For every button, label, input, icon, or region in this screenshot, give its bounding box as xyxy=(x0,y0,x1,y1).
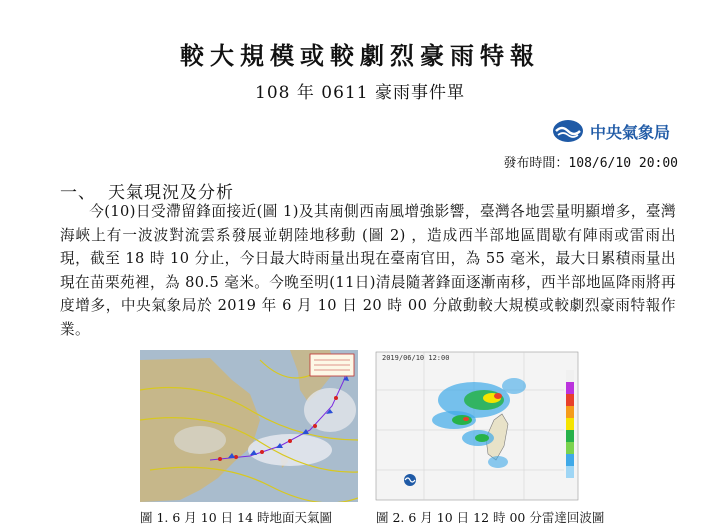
figure-radar-map xyxy=(374,350,582,502)
document-title: 較大規模或較劇烈豪雨特報 xyxy=(180,41,540,70)
document-subtitle: 108 年 0611 豪雨事件單 xyxy=(255,83,465,103)
section-body: 今(10)日受滯留鋒面接近(圖 1)及其南側西南風增強影響，臺灣各地雲量明顯增多，臺灣海峽上有一波波對流雲系發展並朝陸地移動 (圖 2) ，造成西半部地區間歇有陣雨或雷雨出現，截至 18 時 10 分止，今日最大時雨量出現在臺南官田，為 55 毫米，最大日累積雨量出現在苗栗苑裡，為 80.5 毫米。今晚至明(11日)清晨隨著鋒面逐漸南移，西半部地區降雨將再度增多，中央氣象局於 2019 年 6 月 10 日 20 時 00 分啟動較大規模或較劇烈豪雨特報作業。 xyxy=(60,203,676,338)
agency-name: 中央氣象局 xyxy=(590,122,671,142)
section-number: 一、 xyxy=(60,183,96,203)
figure-1-caption: 圖 1. 6 月 10 日 14 時地面天氣圖 xyxy=(140,510,333,525)
figure-2-caption: 圖 2. 6 月 10 日 12 時 00 分雷達回波圖 xyxy=(376,510,605,525)
figure-surface-map xyxy=(140,350,358,502)
radar-echo-map-icon xyxy=(374,350,582,502)
agency-header xyxy=(552,118,670,144)
issue-time: 發布時間：108/6/10 20:00 xyxy=(503,156,678,171)
radar-timestamp: 2019/06/10 12:00 xyxy=(382,354,450,362)
section-title: 天氣現況及分析 xyxy=(108,183,234,203)
surface-weather-map-icon xyxy=(140,350,358,502)
cwb-logo-icon xyxy=(552,119,584,143)
